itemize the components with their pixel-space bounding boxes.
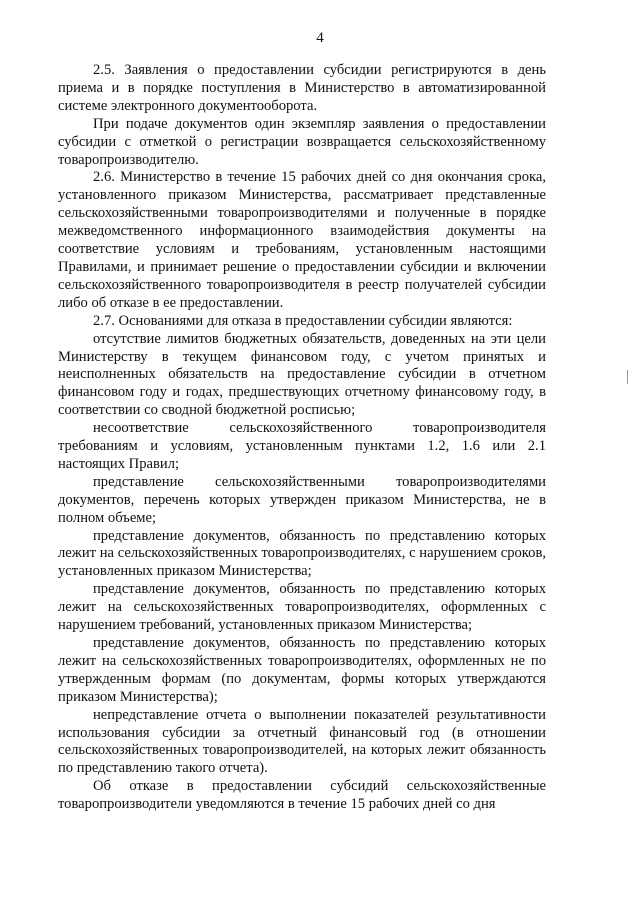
paragraph-2-7: 2.7. Основаниями для отказа в предоставлении субсидии являются:	[93, 312, 513, 329]
paragraph-notification: Об отказе в предоставлении субсидий сельскохозяйственные товаропроизводители уведомляются в течение 15 рабочих дней со дня	[58, 778, 546, 813]
paragraph-2-5: 2.5. Заявления о предоставлении субсидии регистрируются в день приема и в порядке поступления в Министерство в автоматизированной системе электронного документооборота.	[58, 62, 546, 114]
refusal-ground-late: представление документов, обязанность по представлению которых лежит на сельскохозяйственных товаропроизводителях, с нарушением сроков, установленных приказом Министерства;	[58, 527, 546, 580]
refusal-ground-violations: представление документов, обязанность по представлению которых лежит на сельскохозяйственных товаропроизводителях, оформленных с нарушением требований, установленных приказом Министерства;	[58, 581, 546, 634]
refusal-ground-limits: отсутствие лимитов бюджетных обязательств, доведенных на эти цели Министерству в текущем финансовом году, с учетом принятых и неисполненных обязательств на предоставление субсидии в отчетном финансовом году и годах, предшествующих отчетному финансовому году, в соответствии со сводной бюджетной росписью;	[58, 330, 546, 419]
refusal-ground-incomplete: представление сельскохозяйственными товаропроизводителями документов, перечень которых утвержден приказом Министерства, не в полном объеме;	[58, 473, 546, 526]
paragraph-copy-return: При подаче документов один экземпляр заявления о предоставлении субсидии с отметкой о регистрации возвращается сельскохозяйственному товаропроизводителю.	[58, 115, 546, 168]
refusal-ground-wrong-forms: представление документов, обязанность по представлению которых лежит на сельскохозяйственных товаропроизводителях, оформленных не по утвержденным формам (по документам, формы которых утверждаются приказом Министерства);	[58, 635, 546, 705]
paragraph-2-6: 2.6. Министерство в течение 15 рабочих дней со дня окончания срока, установленного приказом Министерства, рассматривает представленные сельскохозяйственными товаропроизводителями и полученные в порядке межведомственного информационного взаимодействия документы на соответствие условиям и требованиям, установленным настоящими Правилами, и принимает решение о предоставлении субсидии и включении сельскохозяйственного товаропроизводителя в реестр получателей субсидии либо об отказе в ее предоставлении.	[58, 169, 546, 311]
margin-mark	[627, 370, 628, 384]
refusal-ground-no-report: непредставление отчета о выполнении показателей результативности использования субсидии за отчетный финансовый год (в отношении сельскохозяйственных товаропроизводителей, на которых лежит обязанность по представлению такого отчета).	[58, 706, 546, 777]
refusal-ground-nonconformity: несоответствие сельскохозяйственного товаропроизводителя требованиям и условиям, установленным пунктами 1.2, 1.6 или 2.1 настоящих Правил;	[58, 420, 546, 472]
document-body	[58, 62, 546, 814]
page-number: 4	[316, 30, 324, 46]
